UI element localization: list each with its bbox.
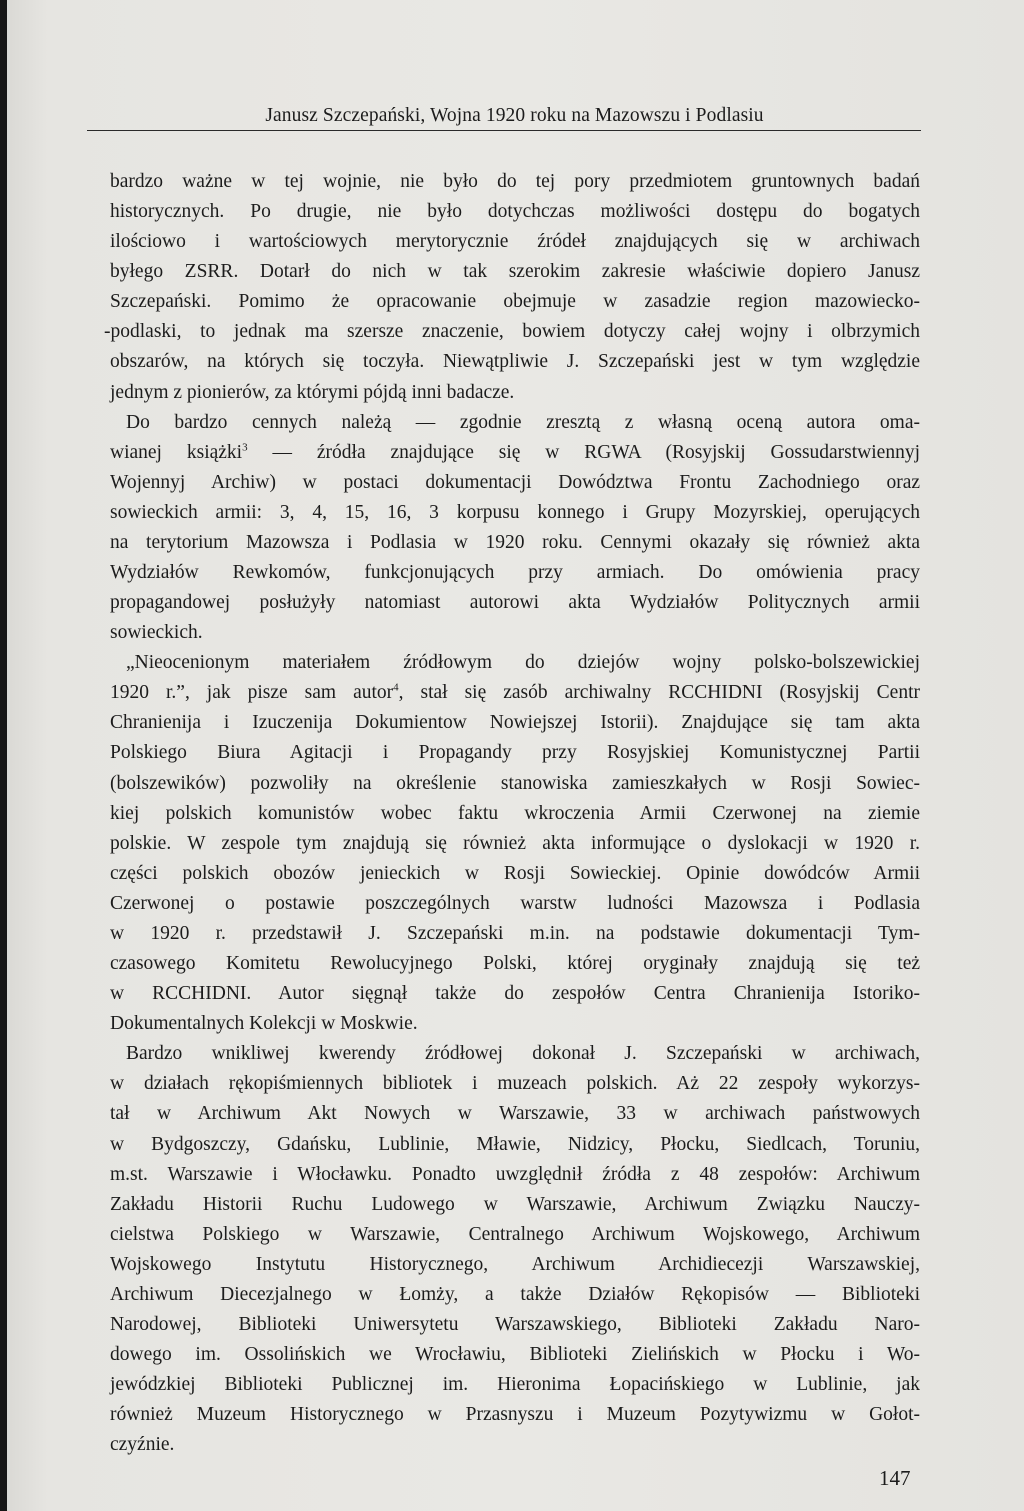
text-line: Archiwum Diecezjalnego w Łomży, a także Działów Rękopisów — Biblioteki [110,1283,920,1305]
text-line: byłego ZSRR. Dotarł do nich w tak szerokim zakresie właściwie dopiero Janusz [110,261,920,283]
text-line: obszarów, na których się toczyła. Niewątpliwie J. Szczepański jest w tym względzie [110,351,920,373]
text-line: Szczepański. Pomimo że opracowanie obejmuje w zasadzie region mazowiecko- [110,291,920,313]
text-line: polskie. W zespole tym znajdują się również akta informujące o dyslokacji w 1920 r. [110,832,920,854]
text-line: Zakładu Historii Ruchu Ludowego w Warszawie, Archiwum Związku Nauczy- [110,1193,920,1215]
footnote-mark: 3 [242,441,248,454]
running-head: Janusz Szczepański, Wojna 1920 roku na Mazowszu i Podlasiu [265,105,764,126]
text-line [110,1460,920,1490]
text-line: Narodowej, Biblioteki Uniwersytetu Warszawskiego, Biblioteki Zakładu Naro- [110,1313,920,1335]
text-line: w 1920 r. przedstawił J. Szczepański m.in. na podstawie dokumentacji Tym- [110,922,920,944]
text-line: „Nieocenionym materiałem źródłowym do dziejów wojny polsko-bolszewickiej [126,652,920,674]
header-rule [87,130,921,131]
text-line: Dokumentalnych Kolekcji w Moskwie. [110,1013,418,1035]
text-line: m.st. Warszawie i Włocławku. Ponadto uwzględnił źródła z 48 zespołów: Archiwum [110,1163,920,1185]
text-line: części polskich obozów jenieckich w Rosji Sowieckiej. Opinie dowódców Armii [110,862,920,884]
text-line: Polskiego Biura Agitacji i Propagandy przy Rosyjskiej Komunistycznej Partii [110,742,920,764]
text-line: Czerwonej o postawie poszczególnych warstw ludności Mazowsza i Podlasia [110,892,920,914]
text-fragment: 1920 r.”, jak pisze sam autor [110,682,394,704]
text-line: Wojskowego Instytutu Historycznego, Archiwum Archidiecezji Warszawskiej, [110,1253,920,1275]
text-line: jednym z pionierów, za którymi pójdą inni badacze. [110,381,515,403]
text-line: czyźnie. [110,1434,175,1456]
text-line: bardzo ważne w tej wojnie, nie było do tej pory przedmiotem gruntownych badań [110,171,920,192]
text-fragment: — źródła znajdujące się w RGWA (Rosyjskij Gossudarstwiennyj [272,441,921,463]
text-fragment: , stał się zasób archiwalny RCCHIDNI (Rosyjskij Centr [398,682,920,704]
text-line: również Muzeum Historycznego w Przasnyszu i Muzeum Pozytywizmu w Gołot- [110,1404,920,1426]
text-line: ilościowo i wartościowych merytorycznie źródeł znajdujących się w archiwach [110,231,920,253]
text-line: na terytorium Mazowsza i Podlasia w 1920 roku. Cennymi okazały się również akta [110,531,920,553]
footnote-mark: 4 [393,681,399,694]
text-line: kiej polskich komunistów wobec faktu wkroczenia Armii Czerwonej na ziemie [110,802,920,824]
text-line-with-footnote [110,678,920,708]
text-line: jewódzkiej Biblioteki Publicznej im. Hieronima Łopacińskiego w Lublinie, jak [110,1374,920,1396]
text-line: Wydziałów Rewkomów, funkcjonujących przy armiach. Do omówienia pracy [110,562,920,584]
text-line: w działach rękopiśmiennych bibliotek i muzeach polskich. Aż 22 zespoły wykorzys- [110,1073,920,1095]
page-number: 147 [879,1466,911,1490]
text-line: -podlaski, to jednak ma szersze znaczenie, bowiem dotyczy całej wojny i olbrzymich [104,321,920,343]
body-text [104,167,921,1490]
text-line: w RCCHIDNI. Autor sięgnął także do zespołów Centra Chranienija Istoriko- [110,983,920,1005]
scan-edge [0,0,7,1511]
text-line: Wojennyj Archiw) w postaci dokumentacji Dowództwa Frontu Zachodniego oraz [110,471,920,493]
text-line: propagandowej posłużyły natomiast autorowi akta Wydziałów Politycznych armii [110,592,920,614]
text-line: Chranienija i Izuczenija Dokumientow Nowiejszej Istorii). Znajdujące się tam akta [110,712,920,734]
text-line: cielstwa Polskiego w Warszawie, Centralnego Archiwum Wojskowego, Archiwum [110,1223,920,1245]
text-line: Bardzo wnikliwej kwerendy źródłowej dokonał J. Szczepański w archiwach, [126,1043,920,1065]
text-line-with-footnote [110,438,920,468]
text-line: Do bardzo cennych należą — zgodnie zresztą z własną oceną autora oma- [126,411,920,433]
text-line: tał w Archiwum Akt Nowych w Warszawie, 33 w archiwach państwowych [110,1103,920,1125]
text-line: sowieckich. [110,622,203,644]
text-fragment: wianej książki [110,441,243,463]
text-line: dowego im. Ossolińskich we Wrocławiu, Biblioteki Zielińskich w Płocku i Wo- [110,1344,920,1366]
text-line: historycznych. Po drugie, nie było dotychczas możliwości dostępu do bogatych [110,201,920,223]
text-line: w Bydgoszczy, Gdańsku, Lublinie, Mławie, Nidzicy, Płocku, Siedlcach, Toruniu, [110,1133,920,1155]
text-line: (bolszewików) pozwoliły na określenie stanowiska zamieszkałych w Rosji Sowiec- [110,772,920,794]
text-line: sowieckich armii: 3, 4, 15, 16, 3 korpusu konnego i Grupy Mozyrskiej, operujących [110,501,920,523]
text-line: czasowego Komitetu Rewolucyjnego Polski, której oryginały znajdują się też [110,953,920,975]
book-page [7,0,1024,1511]
